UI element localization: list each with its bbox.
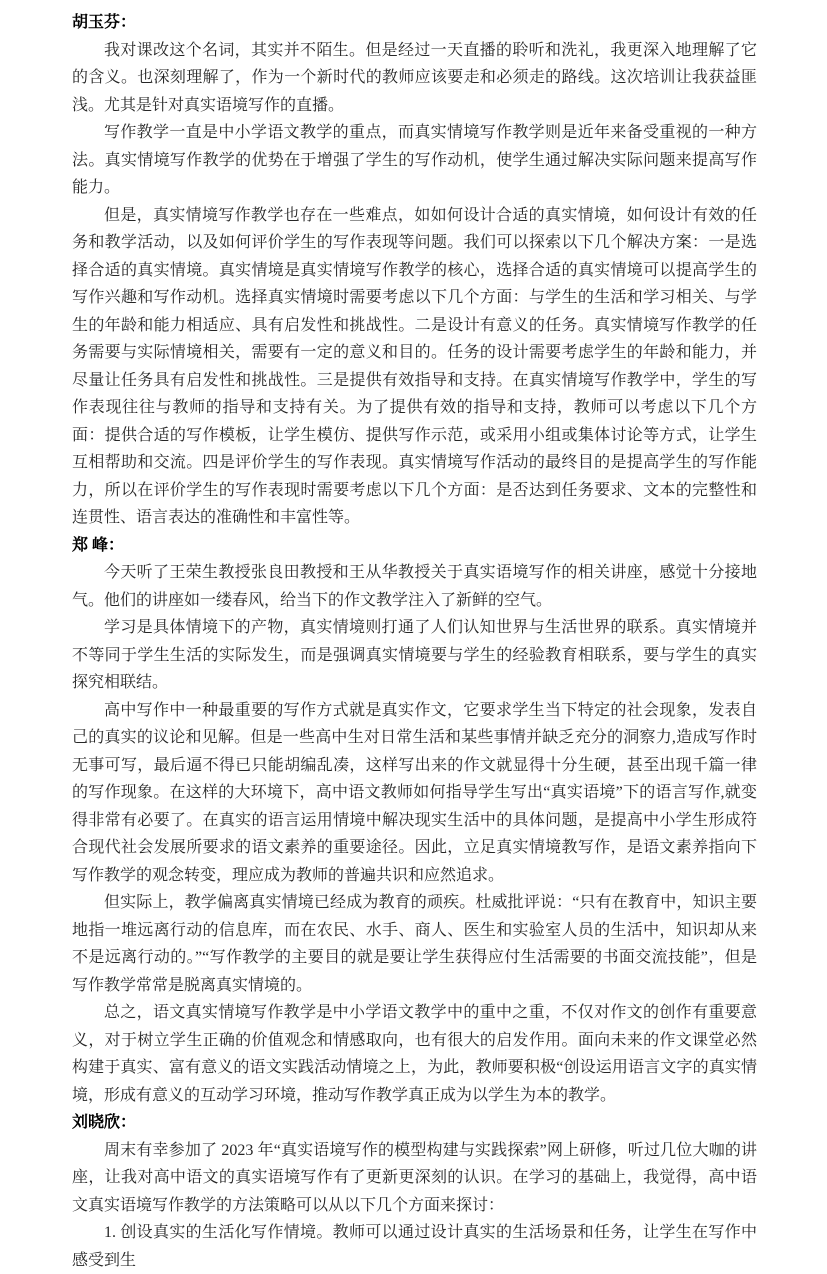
speaker-name: 刘晓欣： [72, 1114, 137, 1131]
speaker-name: 郑 峰： [72, 536, 125, 554]
paragraph: 今天听了王荣生教授张良田教授和王从华教授关于真实语境写作的相关讲座，感觉十分接地气。他们的讲座如一缕春风，给当下的作文教学注入了新鲜的空气。 [72, 564, 757, 609]
paragraph: 学习是具体情境下的产物，真实情境则打通了人们认知世界与生活世界的联系。真实情境并不等同于学生生活的实际发生，而是强调真实情境要与学生的经验教育相联系，要与学生的真实探究相联结。 [72, 619, 757, 691]
paragraph: 高中写作中一种最重要的写作方式就是真实作文，它要求学生当下特定的社会现象，发表自己的真实的议论和见解。但是一些高中生对日常生活和某些事情并缺乏充分的洞察力,造成写作时无事可写，最后逼不得已只能胡编乱凑，这样写出来的作文就显得十分生硬，甚至出现千篇一律的写作现象。在这样的大环境下，高中语文教师如何指导学生写出“真实语境”下的语言写作,就变得非常有必要了。在真实的语言运用情境中解决现实生活中的具体问题，是提高中小学生形成符合现代社会发展所要求的语文素养的重要途径。因此，立足真实情境教写作，是语文素养指向下写作教学的观念转变，理应成为教师的普遍共识和应然追求。 [72, 701, 757, 884]
section-zheng-feng [72, 532, 757, 1110]
paragraph: 1. 创设真实的生活化写作情境。教师可以通过设计真实的生活场景和任务，让学生在写作中感受到生 [72, 1224, 757, 1269]
paragraph: 总之，语文真实情境写作教学是中小学语文教学中的重中之重，不仅对作文的创作有重要意义，对于树立学生正确的价值观念和情感取向，也有很大的启发作用。面向未来的作文课堂必然构建于真实、富有意义的语文实践活动情境之上，为此，教师要积极“创设运用语言文字的真实情境，形成有意义的互动学习环境，推动写作教学真正成为以学生为本的教学。 [72, 1004, 757, 1104]
section-liu-xiaoxin [72, 1109, 757, 1274]
paragraph: 但实际上，教学偏离真实情境已经成为教育的顽疾。杜威批评说：“只有在教育中，知识主要地指一堆远离行动的信息库，而在农民、水手、商人、医生和实验室人员的生活中，知识却从来不是远离行动的。”“写作教学的主要目的就是要让学生获得应付生活需要的书面交流技能”，但是写作教学常常是脱离真实情境的。 [72, 894, 757, 994]
paragraph: 周末有幸参加了 2023 年“真实语境写作的模型构建与实践探索”网上研修，听过几位大咖的讲座，让我对高中语文的真实语境写作有了更新更深刻的认识。在学习的基础上，我觉得，高中语文真实语境写作教学的方法策略可以从以下几个方面来探讨： [72, 1141, 757, 1214]
section-hu-yufen [72, 9, 757, 532]
paragraph: 我对课改这个名词，其实并不陌生。但是经过一天直播的聆听和洗礼，我更深入地理解了它的含义。也深刻理解了，作为一个新时代的教师应该要走和必须走的路线。这次培训让我获益匪浅。尤其是针对真实语境写作的直播。 [72, 41, 757, 114]
speaker-name: 胡玉芬： [72, 14, 137, 31]
paragraph: 写作教学一直是中小学语文教学的重点，而真实情境写作教学则是近年来备受重视的一种方法。真实情境写作教学的优势在于增强了学生的写作动机，使学生通过解决实际问题来提高写作能力。 [72, 124, 757, 196]
paragraph: 但是，真实情境写作教学也存在一些难点，如如何设计合适的真实情境，如何设计有效的任务和教学活动，以及如何评价学生的写作表现等问题。我们可以探索以下几个解决方案：一是选择合适的真实情境。真实情境是真实情境写作教学的核心，选择合适的真实情境可以提高学生的写作兴趣和写作动机。选择真实情境时需要考虑以下几个方面：与学生的生活和学习相关、与学生的年龄和能力相适应、具有启发性和挑战性。二是设计有意义的任务。真实情境写作教学的任务需要与实际情境相关，需要有一定的意义和目的。任务的设计需要考虑学生的年龄和能力，并尽量让任务具有启发性和挑战性。三是提供有效指导和支持。在真实情境写作教学中，学生的写作表现往往与教师的指导和支持有关。为了提供有效的指导和支持，教师可以考虑以下几个方面：提供合适的写作模板，让学生模仿、提供写作示范，或采用小组或集体讨论等方式，让学生互相帮助和交流。四是评价学生的写作表现。真实情境写作活动的最终目的是提高学生的写作能力，所以在评价学生的写作表现时需要考虑以下几个方面：是否达到任务要求、文本的完整性和连贯性、语言表达的准确性和丰富性等。 [72, 206, 757, 526]
